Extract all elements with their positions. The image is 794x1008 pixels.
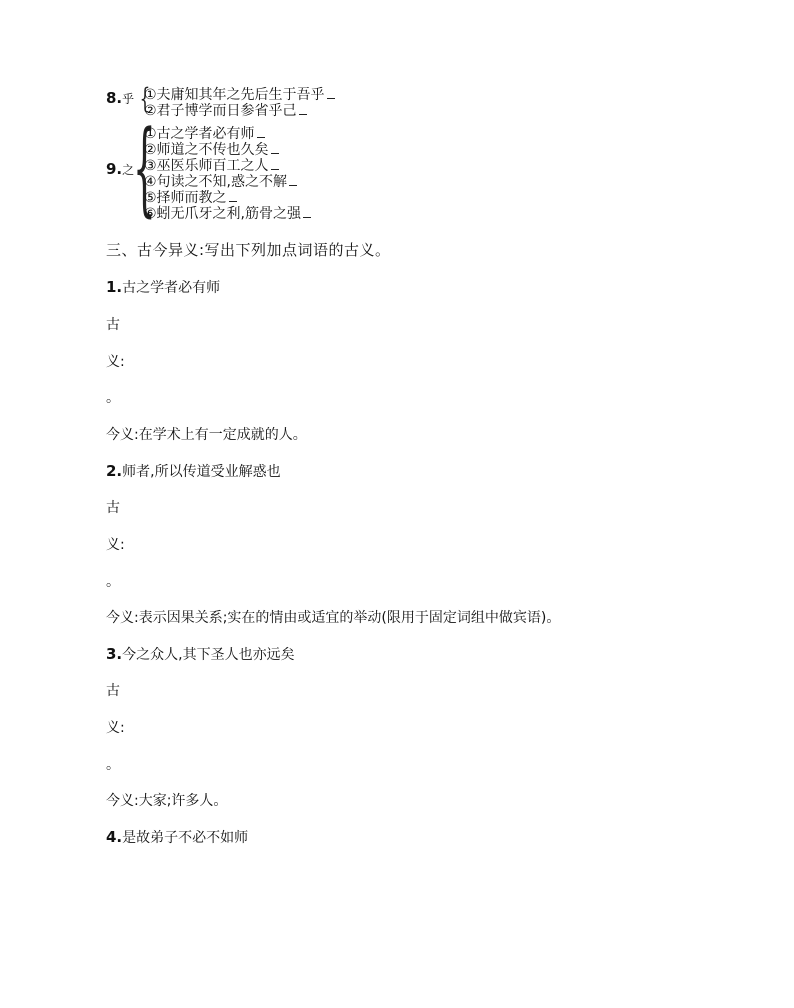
question-number: 3. [106, 645, 123, 663]
answer-blank [299, 104, 307, 115]
list-item: ⑤择师而教之 [144, 190, 311, 206]
question-sentence: 师者,所以传道受业解惑也 [122, 464, 281, 480]
curly-brace-icon: { [139, 82, 151, 115]
item-8-list [144, 87, 335, 119]
answer-end-mark: 。 [106, 574, 120, 590]
section-heading: 三、古今异义:写出下列加点词语的古义。 [106, 241, 391, 259]
list-item: ③巫医乐师百工之人 [144, 158, 311, 174]
curly-brace-icon: { [133, 109, 156, 228]
list-item: ①古之学者必有师 [144, 126, 311, 142]
question-3 [106, 645, 295, 664]
list-item: ②君子博学而日参省乎己 [144, 103, 335, 119]
ancient-label: 古 [106, 683, 120, 699]
answer-blank [229, 191, 237, 202]
list-item: ⑥蚓无爪牙之利,筋骨之强 [144, 206, 311, 222]
question-sentence: 今之众人,其下圣人也亦远矣 [122, 647, 295, 663]
target-char: 乎 [122, 92, 135, 106]
ancient-label: 古 [106, 500, 120, 516]
modern-meaning: 今义:大家;许多人。 [106, 793, 228, 809]
answer-blank [257, 127, 265, 138]
item-9-label [106, 160, 134, 179]
question-2 [106, 462, 281, 481]
answer-end-mark: 。 [106, 757, 120, 773]
meaning-label: 义: [106, 354, 125, 370]
question-1 [106, 278, 220, 297]
meaning-label: 义: [106, 537, 125, 553]
question-number: 4. [106, 828, 123, 846]
target-char: 之 [122, 163, 135, 177]
answer-end-mark: 。 [106, 390, 120, 406]
item-number: 9. [106, 160, 123, 178]
answer-blank [271, 159, 279, 170]
modern-meaning: 今义:表示因果关系;实在的情由或适宜的举动(限用于固定词组中做宾语)。 [106, 610, 561, 626]
meaning-label: 义: [106, 720, 125, 736]
question-4 [106, 828, 248, 847]
item-8-label [106, 89, 134, 108]
answer-blank [289, 175, 297, 186]
list-item: ②师道之不传也久矣 [144, 142, 311, 158]
answer-blank [303, 207, 311, 218]
question-sentence: 古之学者必有师 [122, 280, 221, 296]
question-number: 1. [106, 278, 123, 296]
ancient-label: 古 [106, 317, 120, 333]
list-item: ①夫庸知其年之先后生于吾乎 [144, 87, 335, 103]
item-9-list [144, 126, 311, 222]
item-number: 8. [106, 89, 123, 107]
answer-blank [327, 88, 335, 99]
question-sentence: 是故弟子不必不如师 [122, 830, 249, 846]
list-item: ④句读之不知,惑之不解 [144, 174, 311, 190]
question-number: 2. [106, 462, 123, 480]
modern-meaning: 今义:在学术上有一定成就的人。 [106, 427, 307, 443]
answer-blank [271, 143, 279, 154]
